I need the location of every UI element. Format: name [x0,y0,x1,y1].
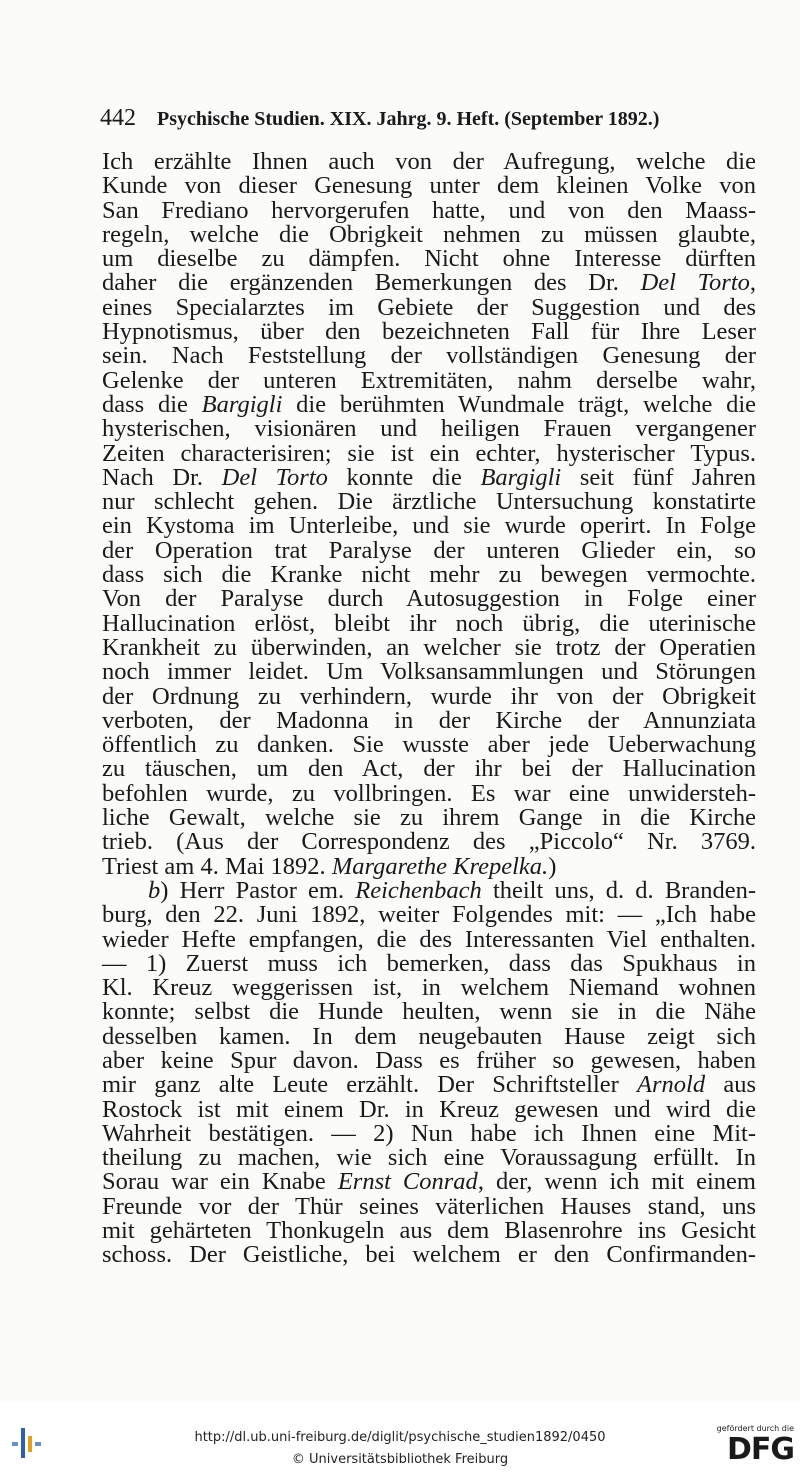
italic-name: Ernst Conrad [337,1168,478,1196]
copyright-text: © Universitätsbibliothek Freiburg [291,1452,509,1467]
text-run: Kunde von dieser Genesung unter dem kleinen Volke von [102,172,756,200]
text-run: burg, den 22. Juni 1892, weiter Folgendes mit: — „Ich habe [102,901,756,929]
text-line [102,536,756,564]
text-run: Freunde vor der Thür seines väterlichen Hauses stand, uns [102,1192,756,1220]
text-run: sein. Nach Feststellung der vollständigen Genesung der [102,342,756,370]
text-line [102,150,756,174]
text-line [102,1192,756,1220]
text-line [102,514,756,538]
page-number: 442 [100,105,136,131]
italic-name: Del Torto [640,269,750,297]
text-run: daher die ergänzenden Bemerkungen des Dr. [102,269,641,297]
dfg-logo [704,1424,794,1468]
text-run: zu täuschen, um den Act, der ihr bei der Hallucination [102,755,756,783]
text-run: trieb. (Aus der Correspondenz des „Piccolo“ Nr. 3769. [102,828,756,856]
text-line [102,1170,756,1194]
text-line [102,220,756,248]
text-run: befohlen wurde, zu vollbringen. Es war eine unwidersteh- [102,779,756,807]
text-run: konnte; selbst die Hunde heulten, wenn sie in die Nähe [102,998,756,1026]
text-line [102,1095,756,1123]
text-line [102,344,756,368]
italic-name: b [148,876,161,904]
text-line [102,1022,756,1050]
text-line [102,563,756,587]
text-run: theilt uns, d. d. Branden- [481,876,756,904]
text-run: um dieselbe zu dämpfen. Nicht ohne Interesse dürften [102,245,756,273]
text-run: hysterischen, visionären und heiligen Frauen vergangener [102,415,756,443]
text-run: liche Gewalt, welche sie zu ihrem Gange in die Kirche [102,804,756,832]
text-run: konnte die [327,463,481,491]
text-line [102,1073,756,1097]
text-run: aus [705,1071,756,1099]
text-line [102,271,756,295]
text-line [102,463,756,491]
text-run: — 1) Zuerst muss ich bemerken, dass das Spukhaus in [102,949,756,977]
text-run: aber keine Spur davon. Dass es früher so gewesen, haben [102,1046,756,1074]
text-line [102,587,756,611]
text-line [102,976,756,1000]
text-run: , [749,269,757,297]
text-run: Hallucination erlöst, bleibt ihr noch übrig, die uterinische [102,609,756,637]
italic-name: Arnold [637,1071,706,1099]
text-line [102,733,756,757]
text-run: Triest am 4. Mai 1892. [102,852,332,880]
text-line [102,247,756,271]
text-line [102,1243,756,1267]
italic-name: Bargigli [201,390,283,418]
text-run: regeln, welche die Obrigkeit nehmen zu müssen glaubte, [102,220,756,248]
text-line [102,1000,756,1024]
text-line [102,852,756,880]
text-run: Krankheit zu überwinden, an welcher sie trotz der Operatien [102,633,756,661]
text-run: nur schlecht gehen. Die ärztliche Untersuchung konstatirte [102,488,756,516]
text-run: Kl. Kreuz weggerissen ist, in welchem Niemand wohnen [102,974,756,1002]
text-run: mir ganz alte Leute erzählt. Der Schriftsteller [102,1071,638,1099]
dfg-wordmark: DFG [726,1432,794,1467]
text-line [102,903,756,927]
text-run: Wahrheit bestätigen. — 2) Nun habe ich Ihnen eine Mit- [102,1119,756,1147]
text-run: dass die [102,390,202,418]
text-line [102,779,756,807]
text-run: der Operation trat Paralyse der unteren Glieder ein, so [102,536,756,564]
text-line [102,1046,756,1074]
text-run: Gelenke der unteren Extremitäten, nahm derselbe wahr, [102,366,756,394]
text-line [102,609,756,637]
text-run: San Frediano hervorgerufen hatte, und von den Maass- [102,196,756,224]
text-line [102,417,756,441]
text-line [102,806,756,830]
text-line [102,490,756,514]
text-run: theilung zu machen, wie sich eine Voraussagung erfüllt. In [102,1144,756,1172]
text-run: mit gehärteten Thonkugeln aus dem Blasenrohre ins Gesicht [102,1217,756,1245]
body-text [102,150,756,1268]
text-line [102,830,756,854]
text-line [102,706,756,734]
text-line [102,682,756,710]
italic-name: Del Torto [221,463,328,491]
text-run: Sorau war ein Knabe [102,1168,338,1196]
italic-name: Reichenbach [355,876,482,904]
text-run: verboten, der Madonna in der Kirche der Annunziata [102,706,756,734]
text-run: eines Specialarztes im Gebiete der Suggestion und des [102,293,756,321]
text-line [102,320,756,344]
text-run: schoss. Der Geistliche, bei welchem er den Confirmanden- [102,1241,756,1269]
text-line [102,925,756,953]
dfg-tagline: gefördert durch die [716,1424,794,1433]
text-run: seit fünf Jahren [561,463,756,491]
text-line [102,1219,756,1243]
text-line [102,1119,756,1147]
text-line [102,876,756,904]
text-run: ) [548,852,557,880]
text-run: dass sich die Kranke nicht mehr zu bewegen vermochte. [102,561,756,589]
source-url-link[interactable]: http://dl.ub.uni-freiburg.de/diglit/psychische_studien1892/0450 [194,1430,606,1445]
running-header [100,100,760,136]
text-line [102,390,757,418]
text-line [102,1146,756,1170]
text-line [102,439,756,467]
text-run: der Ordnung zu verhindern, wurde ihr von der Obrigkeit [102,682,756,710]
italic-name: Margarethe Krepelka. [331,852,549,880]
text-run: Rostock ist mit einem Dr. in Kreuz gewesen und wird die [102,1095,756,1123]
text-run: Ich erzählte Ihnen auch von der Aufregung, welche die [102,148,756,175]
text-run: Hypnotismus, über den bezeichneten Fall für Ihre Leser [102,318,756,346]
text-run: öffentlich zu danken. Sie wusste aber jede Ueberwachung [102,731,756,759]
text-run: die berühmten Wundmale trägt, welche die [282,390,757,418]
text-run: wieder Hefte empfangen, die des Interessanten Viel enthalten. [102,925,756,953]
text-line [102,174,756,198]
text-line [102,366,756,394]
text-run: ein Kystoma im Unterleibe, und sie wurde operirt. In Folge [102,512,756,540]
text-line [102,660,756,684]
italic-name: Bargigli [480,463,562,491]
text-run: Zeiten characterisiren; sie ist ein echter, hysterischer Typus. [102,439,756,467]
text-run: desselben kamen. In dem neugebauten Hause zeigt sich [102,1022,756,1050]
text-line [102,196,756,224]
journal-title: Psychische Studien. XIX. Jahrg. 9. Heft. (September 1892.) [157,108,660,130]
text-line [102,757,756,781]
text-run: Nach Dr. [102,463,222,491]
text-run: noch immer leidet. Um Volksansammlungen und Störungen [102,658,756,686]
text-line [102,293,756,321]
text-run: ) Herr Pastor em. [160,876,356,904]
text-line [102,633,756,661]
text-run: Von der Paralyse durch Autosuggestion in Folge einer [102,585,756,613]
library-logo-icon [8,1422,44,1462]
text-run: , der, wenn ich mit einem [477,1168,756,1196]
text-line [102,949,756,977]
